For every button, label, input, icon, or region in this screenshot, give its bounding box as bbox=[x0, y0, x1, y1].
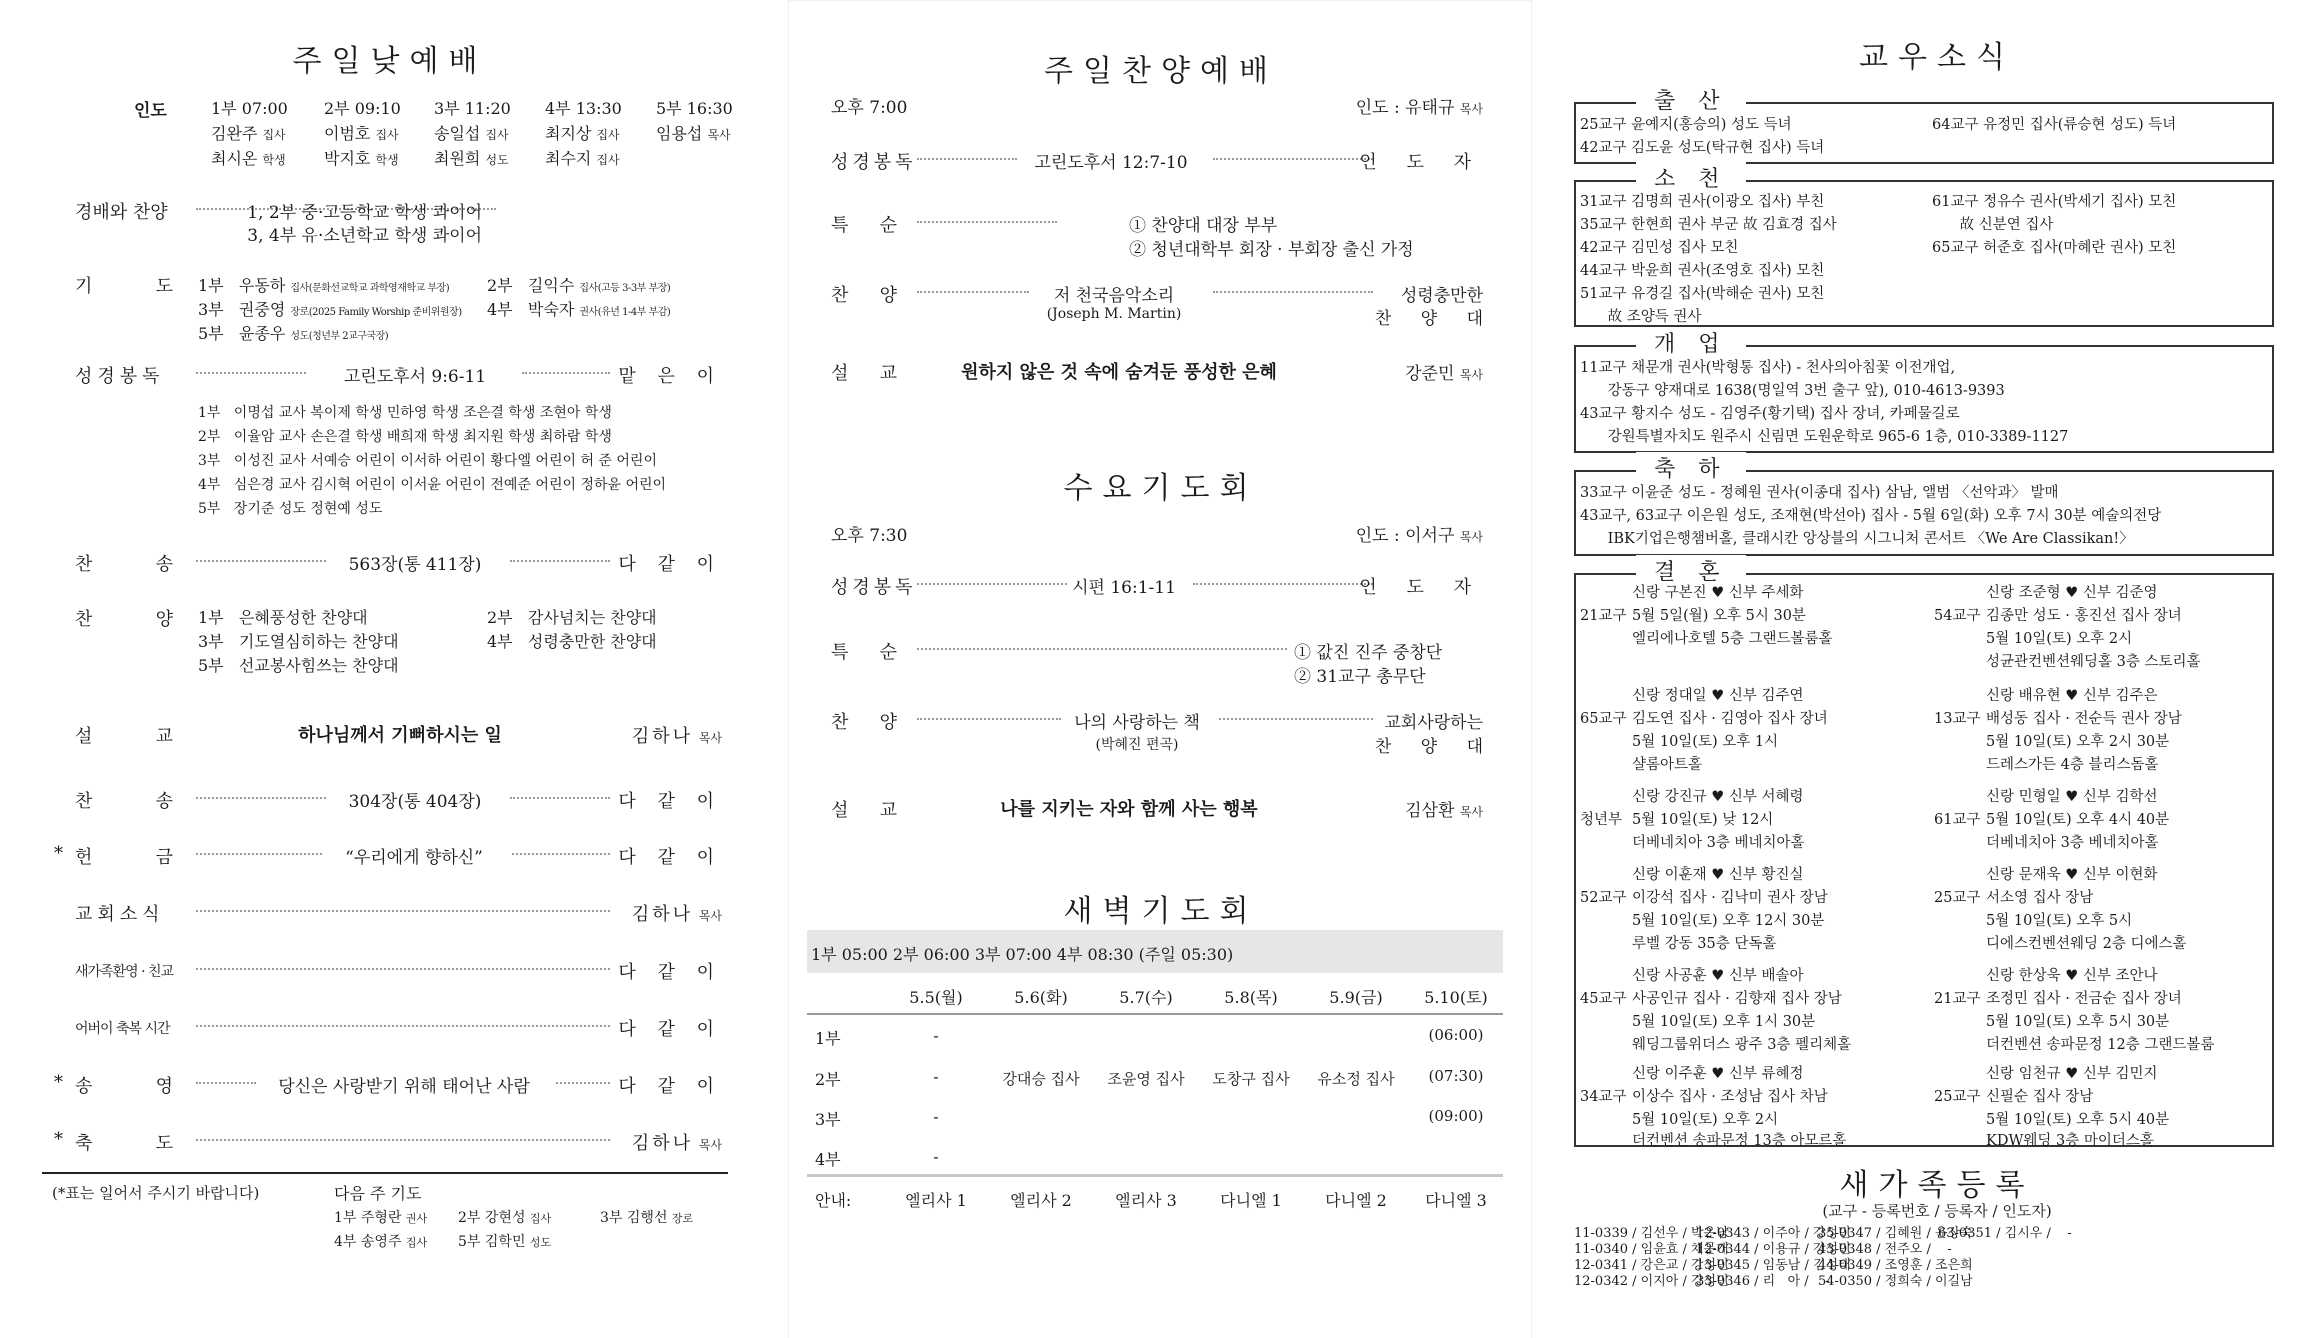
dawn-cell: - bbox=[933, 1147, 939, 1166]
wednesday-leader: 인도 : 이서구 목사 bbox=[1355, 526, 1483, 546]
dawn-cell: 유소정 집사 bbox=[1317, 1070, 1395, 1088]
choir-who: 교회사랑하는 bbox=[1384, 713, 1483, 733]
leader-dots bbox=[196, 1139, 610, 1141]
news-item: 31교구 김명희 권사(이광오 집사) 부친 bbox=[1580, 194, 1825, 210]
wedding-couple: 신랑 사공훈 ♥ 신부 배솔아 bbox=[1632, 968, 1804, 984]
section-divider bbox=[42, 1172, 728, 1174]
choir-item: 2부 감사넘치는 찬양대 bbox=[487, 608, 657, 627]
dawn-row-label: 3부 bbox=[815, 1110, 841, 1129]
hymn-number: 304장(통 404장) bbox=[348, 792, 482, 812]
scripture-label: 성경봉독 bbox=[75, 366, 165, 387]
news-item: 강동구 양재대로 1638(명일역 3번 출구 앞), 010-4613-9393 bbox=[1580, 383, 2005, 399]
choir-item: 4부 성령충만한 찬양대 bbox=[487, 632, 657, 651]
benediction-who: 김하나 목사 bbox=[631, 1133, 722, 1154]
sermon-label: 설 교 bbox=[831, 363, 897, 384]
day-header: 5.10(토) bbox=[1424, 988, 1488, 1007]
worship-praise-line: 3, 4부 유·소년학교 학생 콰이어 bbox=[247, 226, 482, 246]
wedding-district: 54교구 bbox=[1934, 608, 1981, 624]
leader-dots bbox=[196, 1082, 256, 1084]
special-line: ② 31교구 총무단 bbox=[1294, 667, 1426, 687]
choir-item: 3부 기도열심히하는 찬양대 bbox=[198, 632, 399, 651]
new-family-entry: 54-0350 / 정희숙 / 이길남 bbox=[1818, 1274, 1973, 1289]
wedding-couple: 신랑 임천규 ♥ 신부 김민지 bbox=[1986, 1066, 2158, 1082]
wedding-district: 13교구 bbox=[1934, 711, 1981, 727]
special-line: ① 값진 진주 중창단 bbox=[1294, 643, 1443, 663]
wedding-district: 45교구 bbox=[1580, 991, 1627, 1007]
standing-mark: * bbox=[54, 1072, 63, 1093]
new-family-entry: 33-0346 / 리 아 / - bbox=[1696, 1274, 1830, 1289]
wedding-detail: 5월 10일(토) 낮 12시 bbox=[1632, 812, 1774, 828]
wedding-detail: 이상수 집사 · 조성남 집사 차남 bbox=[1632, 1089, 1828, 1105]
prayer-item: 5부 윤종우 성도(청년부 2교구국장) bbox=[198, 324, 389, 343]
wedding-detail: 5월 10일(토) 오후 4시 40분 bbox=[1986, 812, 2170, 828]
next-prayer-item: 5부 김학민 성도 bbox=[458, 1234, 552, 1250]
sermon-preacher: 김삼환 목사 bbox=[1405, 801, 1483, 821]
new-family-entry: 35-0347 / 김혜원 / 윤장숙 bbox=[1818, 1226, 1973, 1241]
wedding-district: 25교구 bbox=[1934, 1089, 1981, 1105]
dawn-cell: 강대승 집사 bbox=[1002, 1070, 1080, 1088]
wedding-detail: 5월 10일(토) 오후 5시 bbox=[1986, 913, 2133, 929]
wedding-district: 25교구 bbox=[1934, 890, 1981, 906]
wedding-detail: 더컨벤션 송파문정 12층 그랜드볼룸 bbox=[1986, 1037, 2215, 1053]
news-item: 44교구 박윤희 권사(조영호 집사) 모친 bbox=[1580, 263, 1825, 279]
reader-row: 1부 이명섭 교사 복이제 학생 민하영 학생 조은결 학생 조현아 학생 bbox=[198, 405, 612, 421]
leader-dots bbox=[512, 853, 610, 855]
birth-heading: 출 산 bbox=[1636, 84, 1746, 115]
wedding-couple: 신랑 이주훈 ♥ 신부 류혜정 bbox=[1632, 1066, 1804, 1082]
leader-name: 김완주 집사 bbox=[211, 124, 286, 143]
doxology-who: 다 같 이 bbox=[618, 1076, 722, 1097]
guide-name: 엘리사 1 bbox=[905, 1191, 967, 1210]
new-family-entry: 63-0351 / 김시우 / - bbox=[1938, 1226, 2072, 1241]
choir-who: 찬 양 대 bbox=[1374, 737, 1495, 757]
service-time: 4부 13:30 bbox=[545, 99, 622, 118]
leader-dots bbox=[917, 221, 1057, 223]
special-line: ② 청년대학부 회장 · 부회장 출신 가정 bbox=[1129, 240, 1414, 260]
news-item: 25교구 윤예지(홍승의) 성도 득녀 bbox=[1580, 117, 1792, 133]
leader-name: 최수지 집사 bbox=[545, 149, 620, 168]
wedding-detail: 5월 10일(토) 오후 5시 30분 bbox=[1986, 1014, 2170, 1030]
wedding-couple: 신랑 조준형 ♥ 신부 김준영 bbox=[1986, 585, 2158, 601]
new-family-entry: 13-0345 / 임동남 / 김성태 bbox=[1696, 1258, 1851, 1273]
wedding-detail: 김종만 성도 · 홍진선 집사 장녀 bbox=[1986, 608, 2182, 624]
wedding-detail: 더컨벤션 송파문정 13층 아모르홀 bbox=[1632, 1133, 1847, 1149]
service-time: 2부 09:10 bbox=[324, 99, 401, 118]
wedding-detail: 신필순 집사 장남 bbox=[1986, 1089, 2094, 1105]
dawn-row-label: 4부 bbox=[815, 1150, 841, 1169]
guide-name: 엘리사 2 bbox=[1010, 1191, 1072, 1210]
offering-song: “우리에게 향하신” bbox=[345, 848, 483, 868]
dawn-row-label: 2부 bbox=[815, 1070, 841, 1089]
member-news-title: 교우소식 bbox=[1859, 40, 2015, 75]
sermon-title: 하나님께서 기뻐하시는 일 bbox=[298, 725, 502, 746]
scripture-label: 성경봉독 bbox=[831, 577, 917, 598]
scripture-reader-label: 맡 은 이 bbox=[618, 366, 722, 387]
next-prayer-label: 다음 주 기도 bbox=[334, 1184, 422, 1203]
worship-praise-line: 1, 2부 중·고등학교 학생 콰이어 bbox=[247, 203, 482, 223]
service-time: 5부 16:30 bbox=[656, 99, 733, 118]
member-news-column bbox=[1560, 0, 2314, 1338]
wedding-district: 21교구 bbox=[1580, 608, 1627, 624]
sermon-label: 설 교 bbox=[831, 800, 897, 821]
next-prayer-item: 3부 김행선 장로 bbox=[600, 1210, 694, 1226]
reader-row: 2부 이율암 교사 손은결 학생 배희재 학생 최지원 학생 최하람 학생 bbox=[198, 429, 612, 445]
news-item: 11교구 채문개 권사(박형통 집사) - 천사의아침꽃 이전개업, bbox=[1580, 360, 1956, 376]
wedding-couple: 신랑 민형일 ♥ 신부 김학선 bbox=[1986, 789, 2158, 805]
wedding-detail: 5월 10일(토) 오후 1시 30분 bbox=[1632, 1014, 1816, 1030]
hymn-label: 찬 송 bbox=[75, 554, 173, 575]
scripture-label: 성경봉독 bbox=[831, 152, 917, 173]
wedding-detail: 웨딩그룹위더스 광주 3층 펠리체홀 bbox=[1632, 1037, 1852, 1053]
leader-dots bbox=[196, 560, 326, 562]
service-time: 1부 07:00 bbox=[211, 99, 288, 118]
day-header: 5.5(월) bbox=[909, 988, 963, 1007]
wedding-section bbox=[1574, 560, 2274, 1149]
news-item: 故 신분연 집사 bbox=[1932, 217, 2054, 233]
prayer-item: 3부 권중영 장로(2025 Family Worship 준비위원장) bbox=[198, 300, 462, 319]
church-news-label: 교회소식 bbox=[75, 904, 165, 925]
worship-praise-label: 경배와 찬양 bbox=[75, 202, 168, 223]
opening-heading: 개 업 bbox=[1636, 327, 1746, 358]
choir-label: 찬 양 bbox=[831, 712, 897, 733]
special-label: 특 순 bbox=[831, 215, 897, 236]
wedding-couple: 신랑 배유현 ♥ 신부 김주은 bbox=[1986, 688, 2158, 704]
leader-dots bbox=[917, 158, 1017, 160]
news-item: 64교구 유정민 집사(류승현 성도) 득녀 bbox=[1932, 117, 2177, 133]
wedding-district: 61교구 bbox=[1934, 812, 1981, 828]
parents-blessing-label: 어버이 축복 시간 bbox=[75, 1021, 170, 1037]
wedding-district: 21교구 bbox=[1934, 991, 1981, 1007]
day-header: 5.7(수) bbox=[1119, 988, 1173, 1007]
guide-name: 엘리사 3 bbox=[1115, 1191, 1177, 1210]
prayer-label: 기 도 bbox=[75, 276, 173, 297]
reader-row: 5부 장기준 성도 정현예 성도 bbox=[198, 501, 383, 517]
leader-name: 송일섭 집사 bbox=[434, 124, 509, 143]
hymn-who: 다 같 이 bbox=[618, 554, 722, 575]
wedding-detail: 5월 10일(토) 오후 2시 bbox=[1632, 1112, 1779, 1128]
next-prayer-item: 4부 송영주 집사 bbox=[334, 1234, 428, 1250]
wedding-detail: 김도연 집사 · 김영아 집사 장녀 bbox=[1632, 711, 1828, 727]
death-heading: 소 천 bbox=[1636, 162, 1746, 193]
news-item: 강원특별자치도 원주시 신림면 도원운학로 965-6 1층, 010-3389-1127 bbox=[1580, 429, 2069, 445]
wedding-detail: 5월 10일(토) 오후 2시 30분 bbox=[1986, 734, 2170, 750]
wedding-district: 52교구 bbox=[1580, 890, 1627, 906]
benediction-label: 축 도 bbox=[75, 1133, 173, 1154]
wedding-detail: 5월 10일(토) 오후 1시 bbox=[1632, 734, 1779, 750]
scripture-passage: 고린도후서 9:6-11 bbox=[343, 367, 487, 387]
wedding-detail: 샬롬아트홀 bbox=[1632, 757, 1703, 773]
leader-dots bbox=[556, 1082, 610, 1084]
scripture-passage: 시편 16:1-11 bbox=[1072, 578, 1176, 598]
wedding-detail: 루벨 강동 35층 단독홀 bbox=[1632, 936, 1777, 952]
opening-section bbox=[1574, 332, 2274, 453]
new-family-entry: 11-0340 / 임윤효 / 채문개 bbox=[1574, 1242, 1729, 1257]
leader-dots bbox=[917, 648, 1287, 650]
leader-dots bbox=[1219, 718, 1373, 720]
choir-label: 찬 양 bbox=[75, 609, 173, 630]
new-family-entry: 11-0339 / 김선우 / 박은남 bbox=[1574, 1226, 1729, 1241]
offering-label: 헌 금 bbox=[75, 847, 173, 868]
news-item: 43교구 황지수 성도 - 김영주(황기택) 집사 장녀, 카페물길로 bbox=[1580, 406, 1960, 422]
next-prayer-item: 2부 강현성 집사 bbox=[458, 1210, 552, 1226]
new-family-entry: 12-0343 / 이주아 / 강성민 bbox=[1696, 1226, 1851, 1241]
standing-footnote: (*표는 일어서 주시기 바랍니다) bbox=[52, 1184, 260, 1202]
new-family-subtitle: (교구 - 등록번호 / 등록자 / 인도자) bbox=[1822, 1202, 2052, 1220]
choir-item: 1부 은혜풍성한 찬양대 bbox=[198, 608, 368, 627]
leader-dots bbox=[1193, 583, 1373, 585]
new-family-entry: 12-0344 / 이용규 / 강성민 bbox=[1696, 1242, 1851, 1257]
birth-section bbox=[1574, 89, 2274, 164]
new-family-title: 새가족등록 bbox=[1839, 1168, 2035, 1203]
wedding-detail: KDW웨딩 3층 마이더스홀 bbox=[1986, 1133, 2154, 1149]
table-divider bbox=[807, 1174, 1503, 1177]
dawn-cell: (07:30) bbox=[1428, 1067, 1484, 1085]
leader-dots bbox=[1213, 158, 1373, 160]
choir-song: 저 천국음악소리 bbox=[1053, 286, 1175, 306]
choir-composer: (Joseph M. Martin) bbox=[1046, 306, 1182, 322]
prayer-item: 4부 박숙자 권사(유년 1-4부 부감) bbox=[487, 300, 671, 319]
wedding-heading: 결 혼 bbox=[1636, 555, 1746, 586]
doxology-label: 송 영 bbox=[75, 1076, 173, 1097]
dawn-row-label: 1부 bbox=[815, 1029, 841, 1048]
standing-mark: * bbox=[54, 843, 63, 864]
dawn-prayer-title: 새벽기도회 bbox=[1063, 894, 1259, 929]
dawn-cell: 조윤영 집사 bbox=[1107, 1070, 1185, 1088]
hymn-label: 찬 송 bbox=[75, 791, 173, 812]
parents-blessing-who: 다 같 이 bbox=[618, 1019, 722, 1040]
wednesday-title: 수요기도회 bbox=[1063, 471, 1259, 506]
leader-name: 최지상 집사 bbox=[545, 124, 620, 143]
new-family-entry: 12-0342 / 이지아 / 강성민 bbox=[1574, 1274, 1729, 1289]
leader-dots bbox=[196, 968, 610, 970]
congrats-section bbox=[1574, 457, 2274, 556]
day-header: 5.6(화) bbox=[1014, 988, 1068, 1007]
middle-column bbox=[788, 0, 1532, 1338]
leader-dots bbox=[196, 797, 326, 799]
dawn-cell: (06:00) bbox=[1428, 1026, 1484, 1044]
leader-dots bbox=[917, 718, 1061, 720]
standing-mark: * bbox=[54, 1129, 63, 1150]
day-header: 5.8(목) bbox=[1224, 988, 1278, 1007]
hymn-number: 563장(통 411장) bbox=[348, 555, 482, 575]
wedding-couple: 신랑 강진규 ♥ 신부 서혜령 bbox=[1632, 789, 1804, 805]
wedding-detail: 이강석 집사 · 김낙미 권사 장남 bbox=[1632, 890, 1828, 906]
sermon-title: 원하지 않은 것 속에 숨겨둔 풍성한 은혜 bbox=[961, 362, 1277, 383]
choir-label: 찬 양 bbox=[831, 285, 897, 306]
reader-row: 3부 이성진 교사 서예승 어린이 이서하 어린이 황다엘 어린이 허 준 어린이 bbox=[198, 453, 657, 469]
wedding-couple: 신랑 한상욱 ♥ 신부 조안나 bbox=[1986, 968, 2158, 984]
wedding-detail: 더베네치아 3층 베네치아홀 bbox=[1632, 835, 1805, 851]
leader-dots bbox=[196, 372, 306, 374]
leader-dots bbox=[510, 797, 610, 799]
church-news-who: 김하나 목사 bbox=[631, 904, 722, 925]
wedding-detail: 조정민 집사 · 전금순 집사 장녀 bbox=[1986, 991, 2182, 1007]
news-item: 42교구 김도윤 성도(탁규현 집사) 득녀 bbox=[1580, 140, 1825, 156]
news-item: 42교구 김민성 집사 모친 bbox=[1580, 240, 1739, 256]
leaders-label: 인도 bbox=[134, 101, 167, 121]
leader-name: 최원희 성도 bbox=[434, 149, 509, 168]
new-family-entry: 12-0341 / 강은교 / 강성민 bbox=[1574, 1258, 1729, 1273]
new-family-entry: 43-0348 / 전주오 / - bbox=[1818, 1242, 1952, 1257]
wedding-couple: 신랑 이훈재 ♥ 신부 황진실 bbox=[1632, 867, 1804, 883]
choir-who: 찬 양 대 bbox=[1374, 309, 1495, 329]
guide-label: 안내: bbox=[815, 1191, 852, 1210]
sunday-praise-leader: 인도 : 유태규 목사 bbox=[1355, 98, 1483, 118]
dawn-times-band: 1부 05:00 2부 06:00 3부 07:00 4부 08:30 (주일 05:30) bbox=[807, 930, 1503, 973]
scripture-reader: 인 도 자 bbox=[1359, 577, 1483, 598]
welcome-label: 새가족환영 · 친교 bbox=[75, 964, 174, 980]
wedding-detail: 5월 5일(월) 오후 5시 30분 bbox=[1632, 608, 1806, 624]
leader-dots bbox=[196, 1025, 610, 1027]
wedding-detail: 드레스가든 4층 블리스돔홀 bbox=[1986, 757, 2159, 773]
congrats-heading: 축 하 bbox=[1636, 452, 1746, 483]
choir-song: 나의 사랑하는 책 bbox=[1074, 713, 1200, 733]
dawn-cell: (09:00) bbox=[1428, 1107, 1484, 1125]
leader-dots bbox=[510, 560, 610, 562]
dawn-cell: 도창구 집사 bbox=[1212, 1070, 1290, 1088]
news-item: 51교구 유경길 집사(박해순 권사) 모친 bbox=[1580, 286, 1825, 302]
wedding-district: 청년부 bbox=[1580, 812, 1623, 828]
service-time: 3부 11:20 bbox=[434, 99, 511, 118]
news-item: 61교구 정유수 권사(박세기 집사) 모친 bbox=[1932, 194, 2177, 210]
sermon-title: 나를 지키는 자와 함께 사는 행복 bbox=[1000, 799, 1258, 820]
guide-name: 다니엘 1 bbox=[1220, 1191, 1282, 1210]
doxology-song: 당신은 사랑받기 위해 태어난 사람 bbox=[278, 1077, 530, 1097]
news-item: 故 조양득 권사 bbox=[1580, 309, 1702, 325]
wedding-detail: 서소영 집사 장남 bbox=[1986, 890, 2094, 906]
dawn-cell: - bbox=[933, 1067, 939, 1086]
next-prayer-item: 1부 주형란 권사 bbox=[334, 1210, 428, 1226]
reader-row: 4부 심은경 교사 김시혁 어린이 이서윤 어린이 전예준 어린이 정하윤 어린이 bbox=[198, 477, 667, 493]
sermon-label: 설 교 bbox=[75, 726, 173, 747]
news-item: 43교구, 63교구 이은원 성도, 조재현(박선아) 집사 - 5월 6일(화) 오후 7시 30분 예술의전당 bbox=[1580, 508, 2162, 524]
wedding-district: 65교구 bbox=[1580, 711, 1627, 727]
sermon-preacher: 강준민 목사 bbox=[1405, 364, 1483, 384]
death-section bbox=[1574, 167, 2274, 327]
scripture-passage: 고린도후서 12:7-10 bbox=[1034, 153, 1188, 173]
leader-dots bbox=[917, 583, 1067, 585]
wedding-couple: 신랑 정대일 ♥ 신부 김주연 bbox=[1632, 688, 1804, 704]
wedding-detail: 5월 10일(토) 오후 5시 40분 bbox=[1986, 1112, 2170, 1128]
prayer-item: 2부 길익수 집사(고등 3-3부 부장) bbox=[487, 276, 671, 295]
wedding-detail: 사공인규 집사 · 김향재 집사 장남 bbox=[1632, 991, 1842, 1007]
leader-dots bbox=[196, 853, 322, 855]
news-item: 33교구 이윤준 성도 - 정혜원 권사(이종대 집사) 삼남, 앨범 〈선악과〉 발매 bbox=[1580, 485, 2059, 501]
scripture-reader: 인 도 자 bbox=[1359, 152, 1483, 173]
leader-dots bbox=[917, 291, 1029, 293]
leader-dots bbox=[196, 910, 610, 912]
new-family-entry: 44-0349 / 조영훈 / 조은희 bbox=[1818, 1258, 1973, 1273]
wednesday-time: 오후 7:30 bbox=[831, 526, 908, 546]
news-item: 65교구 허준호 집사(마혜란 권사) 모친 bbox=[1932, 240, 2177, 256]
choir-arranger: (박혜진 편곡) bbox=[1095, 737, 1179, 753]
dawn-cell: - bbox=[933, 1107, 939, 1126]
wedding-district: 34교구 bbox=[1580, 1089, 1627, 1105]
wedding-couple: 신랑 구본진 ♥ 신부 주세화 bbox=[1632, 585, 1804, 601]
leader-dots bbox=[1213, 291, 1373, 293]
guide-name: 다니엘 3 bbox=[1425, 1191, 1487, 1210]
special-line: ① 찬양대 대장 부부 bbox=[1129, 216, 1278, 236]
prayer-item: 1부 우동하 집사(문화선교학교 과학영재학교 부장) bbox=[198, 276, 450, 295]
sunday-praise-time: 오후 7:00 bbox=[831, 98, 908, 118]
wedding-detail: 엘리에나호텔 5층 그랜드볼룸홀 bbox=[1632, 631, 1833, 647]
offering-who: 다 같 이 bbox=[618, 847, 722, 868]
choir-item: 5부 선교봉사힘쓰는 찬양대 bbox=[198, 656, 399, 675]
news-item: 35교구 한현희 권사 부군 故 김효경 집사 bbox=[1580, 217, 1837, 233]
leader-name: 이범호 집사 bbox=[324, 124, 399, 143]
leader-name: 최시온 학생 bbox=[211, 149, 286, 168]
wedding-detail: 성균관컨벤션웨딩홀 3층 스토리홀 bbox=[1986, 654, 2201, 670]
wedding-detail: 디에스컨벤션웨딩 2층 디에스홀 bbox=[1986, 936, 2187, 952]
welcome-who: 다 같 이 bbox=[618, 962, 722, 983]
wedding-detail: 더베네치아 3층 베네치아홀 bbox=[1986, 835, 2159, 851]
special-label: 특 순 bbox=[831, 642, 897, 663]
news-item: IBK기업은행챔버홀, 클래시칸 앙상블의 시그니처 콘서트 〈We Are Classikan!〉 bbox=[1580, 531, 2134, 547]
page-title: 주일낮예배 bbox=[292, 44, 488, 79]
table-divider bbox=[807, 1013, 1503, 1015]
dawn-cell: - bbox=[933, 1026, 939, 1045]
guide-name: 다니엘 2 bbox=[1325, 1191, 1387, 1210]
choir-who: 성령충만한 bbox=[1400, 286, 1483, 306]
day-header: 5.9(금) bbox=[1329, 988, 1383, 1007]
leader-name: 임용섭 목사 bbox=[656, 124, 731, 143]
hymn-who: 다 같 이 bbox=[618, 791, 722, 812]
sunday-praise-title: 주일찬양예배 bbox=[1044, 54, 1278, 89]
wedding-detail: 배성동 집사 · 전순득 권사 장남 bbox=[1986, 711, 2182, 727]
leader-dots bbox=[522, 372, 610, 374]
wedding-detail: 5월 10일(토) 오후 12시 30분 bbox=[1632, 913, 1825, 929]
wedding-couple: 신랑 문재욱 ♥ 신부 이현화 bbox=[1986, 867, 2158, 883]
leader-name: 박지호 학생 bbox=[324, 149, 399, 168]
sermon-preacher: 김하나 목사 bbox=[631, 726, 722, 747]
sunday-morning-column bbox=[0, 0, 760, 1338]
wedding-detail: 5월 10일(토) 오후 2시 bbox=[1986, 631, 2133, 647]
